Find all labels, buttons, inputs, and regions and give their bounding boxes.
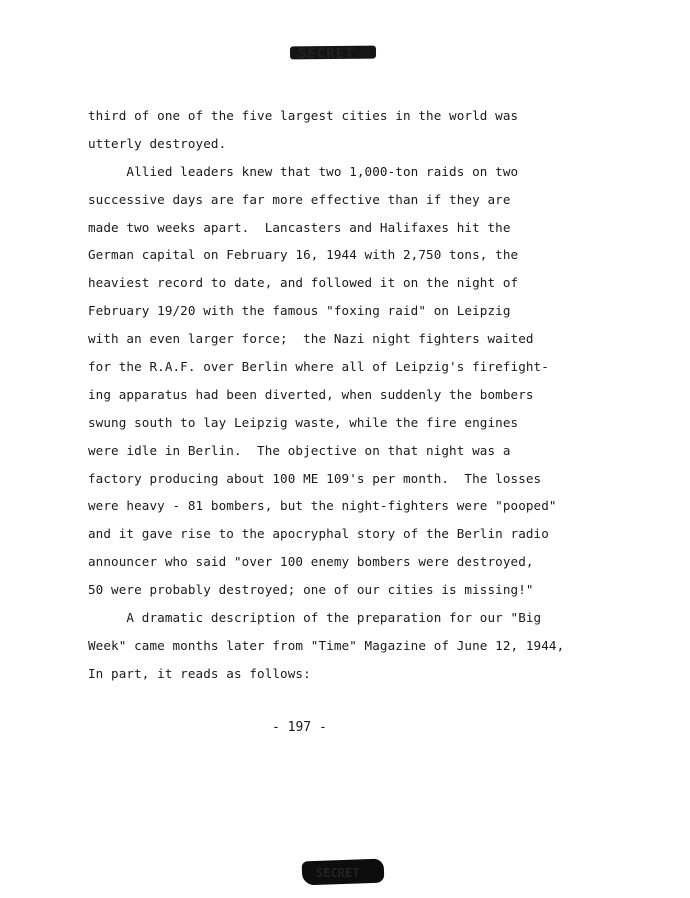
- page-number: - 197 -: [272, 720, 327, 735]
- text-line: 50 were probably destroyed; one of our cities is missing!": [88, 582, 534, 598]
- classification-stamp-bottom: [302, 860, 384, 886]
- text-line: In part, it reads as follows:: [88, 665, 311, 681]
- text-line: German capital on February 16, 1944 with 2,750 tons, the: [88, 247, 519, 263]
- text-line: made two weeks apart. Lancasters and Halifaxes hit the: [88, 219, 511, 235]
- classification-stamp-top-text: SECRET: [298, 46, 355, 62]
- text-line: were idle in Berlin. The objective on that night was a: [88, 442, 511, 458]
- body-text: [88, 106, 565, 692]
- text-line: swung south to lay Leipzig waste, while the fire engines: [88, 414, 519, 430]
- text-line: were heavy - 81 bombers, but the night-fighters were "pooped": [88, 498, 557, 514]
- text-line: A dramatic description of the preparation for our "Big: [88, 610, 542, 626]
- text-line: ing apparatus had been diverted, when suddenly the bombers: [88, 386, 534, 402]
- text-line: factory producing about 100 ME 109's per month. The losses: [88, 470, 542, 486]
- classification-stamp-top: [290, 44, 378, 62]
- text-line: with an even larger force; the Nazi night fighters waited: [88, 331, 534, 347]
- text-line: utterly destroyed.: [88, 135, 227, 151]
- text-line: Week" came months later from "Time" Magazine of June 12, 1944,: [88, 637, 565, 653]
- classification-stamp-bottom-text: SECRET: [316, 866, 360, 880]
- text-line: successive days are far more effective than if they are: [88, 191, 511, 207]
- text-line: for the R.A.F. over Berlin where all of Leipzig's firefight-: [88, 359, 549, 375]
- text-line: announcer who said "over 100 enemy bombers were destroyed,: [88, 554, 534, 570]
- text-line: Allied leaders knew that two 1,000-ton raids on two: [88, 163, 519, 179]
- text-line: third of one of the five largest cities in the world was: [88, 108, 519, 123]
- text-line: heaviest record to date, and followed it on the night of: [88, 275, 519, 291]
- text-line: February 19/20 with the famous "foxing raid" on Leipzig: [88, 303, 511, 319]
- text-line: and it gave rise to the apocryphal story of the Berlin radio: [88, 526, 549, 542]
